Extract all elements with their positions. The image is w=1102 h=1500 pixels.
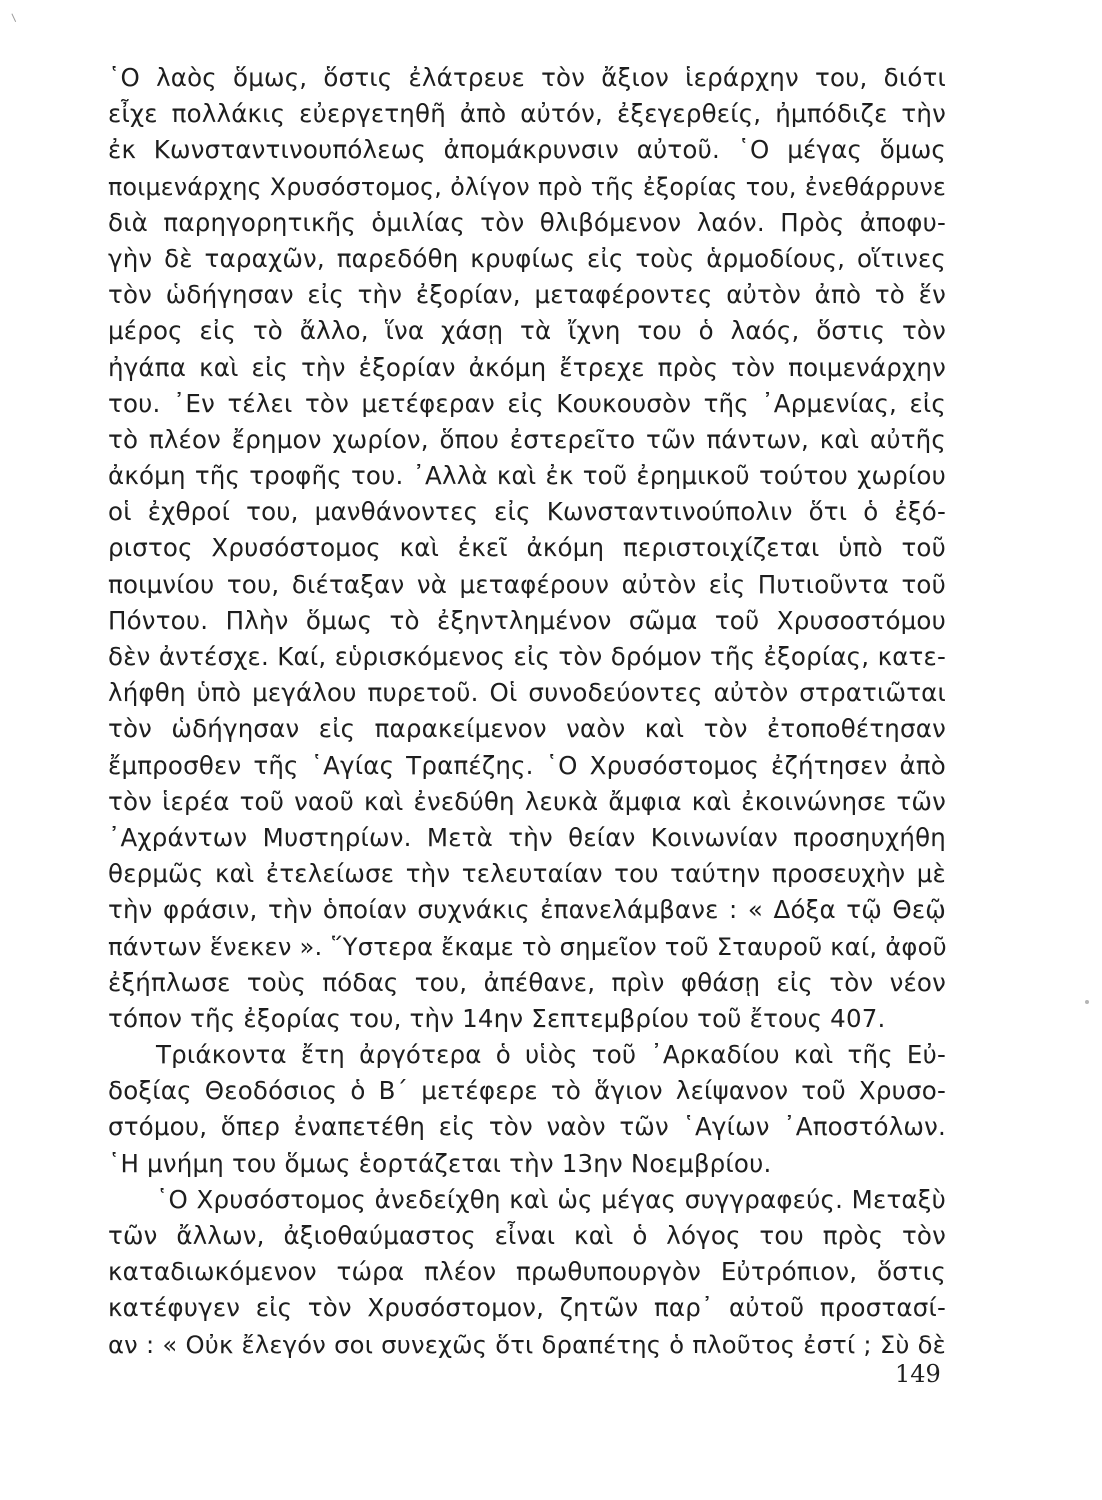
- text-line: ῾Η μνήμη του ὅμως ἑορτάζεται τὴν 13ην Νοεμβρίου.: [108, 1148, 772, 1178]
- text-line: τὸν ὡδήγησαν εἰς τὴν ἐξορίαν, μεταφέροντες αὐτὸν ἀπὸ τὸ ἕν: [108, 280, 946, 310]
- text-line: δὲν ἀντέσχε. Καί, εὑρισκόμενος εἰς τὸν δρόμον τῆς ἐξορίας, κατε-: [108, 642, 946, 671]
- text-line: μέρος εἰς τὸ ἄλλο, ἵνα χάσῃ τὰ ἴχνη του ὁ λαός, ὅστις τὸν: [108, 316, 946, 346]
- text-line: Τριάκοντα ἔτη ἀργότερα ὁ υἱὸς τοῦ ᾿Αρκαδίου καὶ τῆς Εὐ-: [156, 1040, 946, 1070]
- text-line: ἔμπροσθεν τῆς ῾Αγίας Τραπέζης. ῾Ο Χρυσόστομος ἐζήτησεν ἀπὸ: [108, 750, 946, 780]
- text-line: δοξίας Θεοδόσιος ὁ Β΄ μετέφερε τὸ ἅγιον λείψανον τοῦ Χρυσο-: [108, 1076, 946, 1106]
- body-text: [108, 60, 946, 1363]
- text-line: οἱ ἐχθροί του, μανθάνοντες εἰς Κωνσταντινούπολιν ὅτι ὁ ἐξό-: [108, 497, 946, 527]
- text-line: τὴν φράσιν, τὴν ὁποίαν συχνάκις ἐπανελάμβανε : « Δόξα τῷ Θεῷ: [108, 895, 946, 925]
- text-line: Πόντου. Πλὴν ὅμως τὸ ἐξηντλημένον σῶμα τοῦ Χρυσοστόμου: [108, 605, 946, 635]
- text-line: ποιμνίου του, διέταξαν νὰ μεταφέρουν αὐτὸν εἰς Πυτιοῦντα τοῦ: [108, 569, 946, 599]
- scan-speck: [1085, 1000, 1089, 1004]
- text-line: ἠγάπα καὶ εἰς τὴν ἐξορίαν ἀκόμη ἔτρεχε πρὸς τὸν ποιμενάρχην: [108, 352, 946, 382]
- text-line: πάντων ἕνεκεν ». ῞Υστερα ἔκαμε τὸ σημεῖον τοῦ Σταυροῦ καί, ἀφοῦ: [108, 931, 947, 961]
- text-line: του. ᾿Εν τέλει τὸν μετέφεραν εἰς Κουκουσὸν τῆς ᾿Αρμενίας, εἰς: [108, 388, 946, 418]
- text-line: λήφθη ὑπὸ μεγάλου πυρετοῦ. Οἱ συνοδεύοντες αὐτὸν στρατιῶται: [108, 678, 946, 708]
- text-line: ἐκ Κωνσταντινουπόλεως ἀπομάκρυνσιν αὐτοῦ. ῾Ο μέγας ὅμως: [108, 135, 946, 165]
- text-line: ῾Ο λαὸς ὅμως, ὅστις ἐλάτρευε τὸν ἄξιον ἱεράρχην του, διότι: [108, 63, 946, 92]
- text-line: τῶν ἄλλων, ἀξιοθαύμαστος εἶναι καὶ ὁ λόγος του πρὸς τὸν: [108, 1221, 946, 1250]
- text-line: διὰ παρηγορητικῆς ὁμιλίας τὸν θλιβόμενον λαόν. Πρὸς ἀποφυ-: [108, 207, 946, 237]
- text-line: ᾿Αχράντων Μυστηρίων. Μετὰ τὴν θείαν Κοινωνίαν προσηυχήθη: [108, 822, 946, 852]
- text-line: γὴν δὲ ταραχῶν, παρεδόθη κρυφίως εἰς τοὺς ἁρμοδίους, οἵτινες: [108, 243, 946, 273]
- text-line: τόπον τῆς ἐξορίας του, τὴν 14ην Σεπτεμβρίου τοῦ ἔτους 407.: [108, 1003, 886, 1033]
- scan-mark: [11, 11, 21, 22]
- text-line: κατέφυγεν εἰς τὸν Χρυσόστομον, ζητῶν παρ᾿ αὐτοῦ προστασί-: [108, 1293, 946, 1323]
- text-line: ἀκόμη τῆς τροφῆς του. ᾿Αλλὰ καὶ ἐκ τοῦ ἐρημικοῦ τούτου χωρίου: [108, 461, 946, 491]
- text-line: ἐξήπλωσε τοὺς πόδας του, ἀπέθανε, πρὶν φθάσῃ εἰς τὸν νέον: [108, 967, 946, 997]
- text-line: ῾Ο Χρυσόστομος ἀνεδείχθη καὶ ὡς μέγας συγγραφεύς. Μεταξὺ: [156, 1184, 946, 1214]
- text-line: τὸν ὡδήγησαν εἰς παρακείμενον ναὸν καὶ τὸν ἐτοποθέτησαν: [108, 714, 946, 744]
- text-line: αν : « Οὐκ ἔλεγόν σοι συνεχῶς ὅτι δραπέτης ὁ πλοῦτος ἐστί ; Σὺ δὲ: [108, 1329, 946, 1359]
- text-line: ριστος Χρυσόστομος καὶ ἐκεῖ ἀκόμη περιστοιχίζεται ὑπὸ τοῦ: [108, 533, 946, 563]
- page-number: 149: [895, 1360, 941, 1388]
- text-line: καταδιωκόμενον τώρα πλέον πρωθυπουργὸν Εὐτρόπιον, ὅστις: [108, 1257, 946, 1287]
- text-line: θερμῶς καὶ ἐτελείωσε τὴν τελευταίαν του ταύτην προσευχὴν μὲ: [108, 859, 946, 889]
- text-line: εἶχε πολλάκις εὐεργετηθῆ ἀπὸ αὐτόν, ἐξεγερθείς, ἠμπόδιζε τὴν: [108, 99, 946, 129]
- text-line: τὸν ἱερέα τοῦ ναοῦ καὶ ἐνεδύθη λευκὰ ἄμφια καὶ ἐκοινώνησε τῶν: [108, 786, 946, 816]
- text-line: τὸ πλέον ἔρημον χωρίον, ὅπου ἐστερεῖτο τῶν πάντων, καὶ αὐτῆς: [108, 424, 946, 454]
- text-line: στόμου, ὅπερ ἐναπετέθη εἰς τὸν ναὸν τῶν ῾Αγίων ᾿Αποστόλων.: [108, 1112, 946, 1142]
- text-line: ποιμενάρχης Χρυσόστομος, ὀλίγον πρὸ τῆς ἐξορίας του, ἐνεθάρρυνε: [108, 172, 946, 201]
